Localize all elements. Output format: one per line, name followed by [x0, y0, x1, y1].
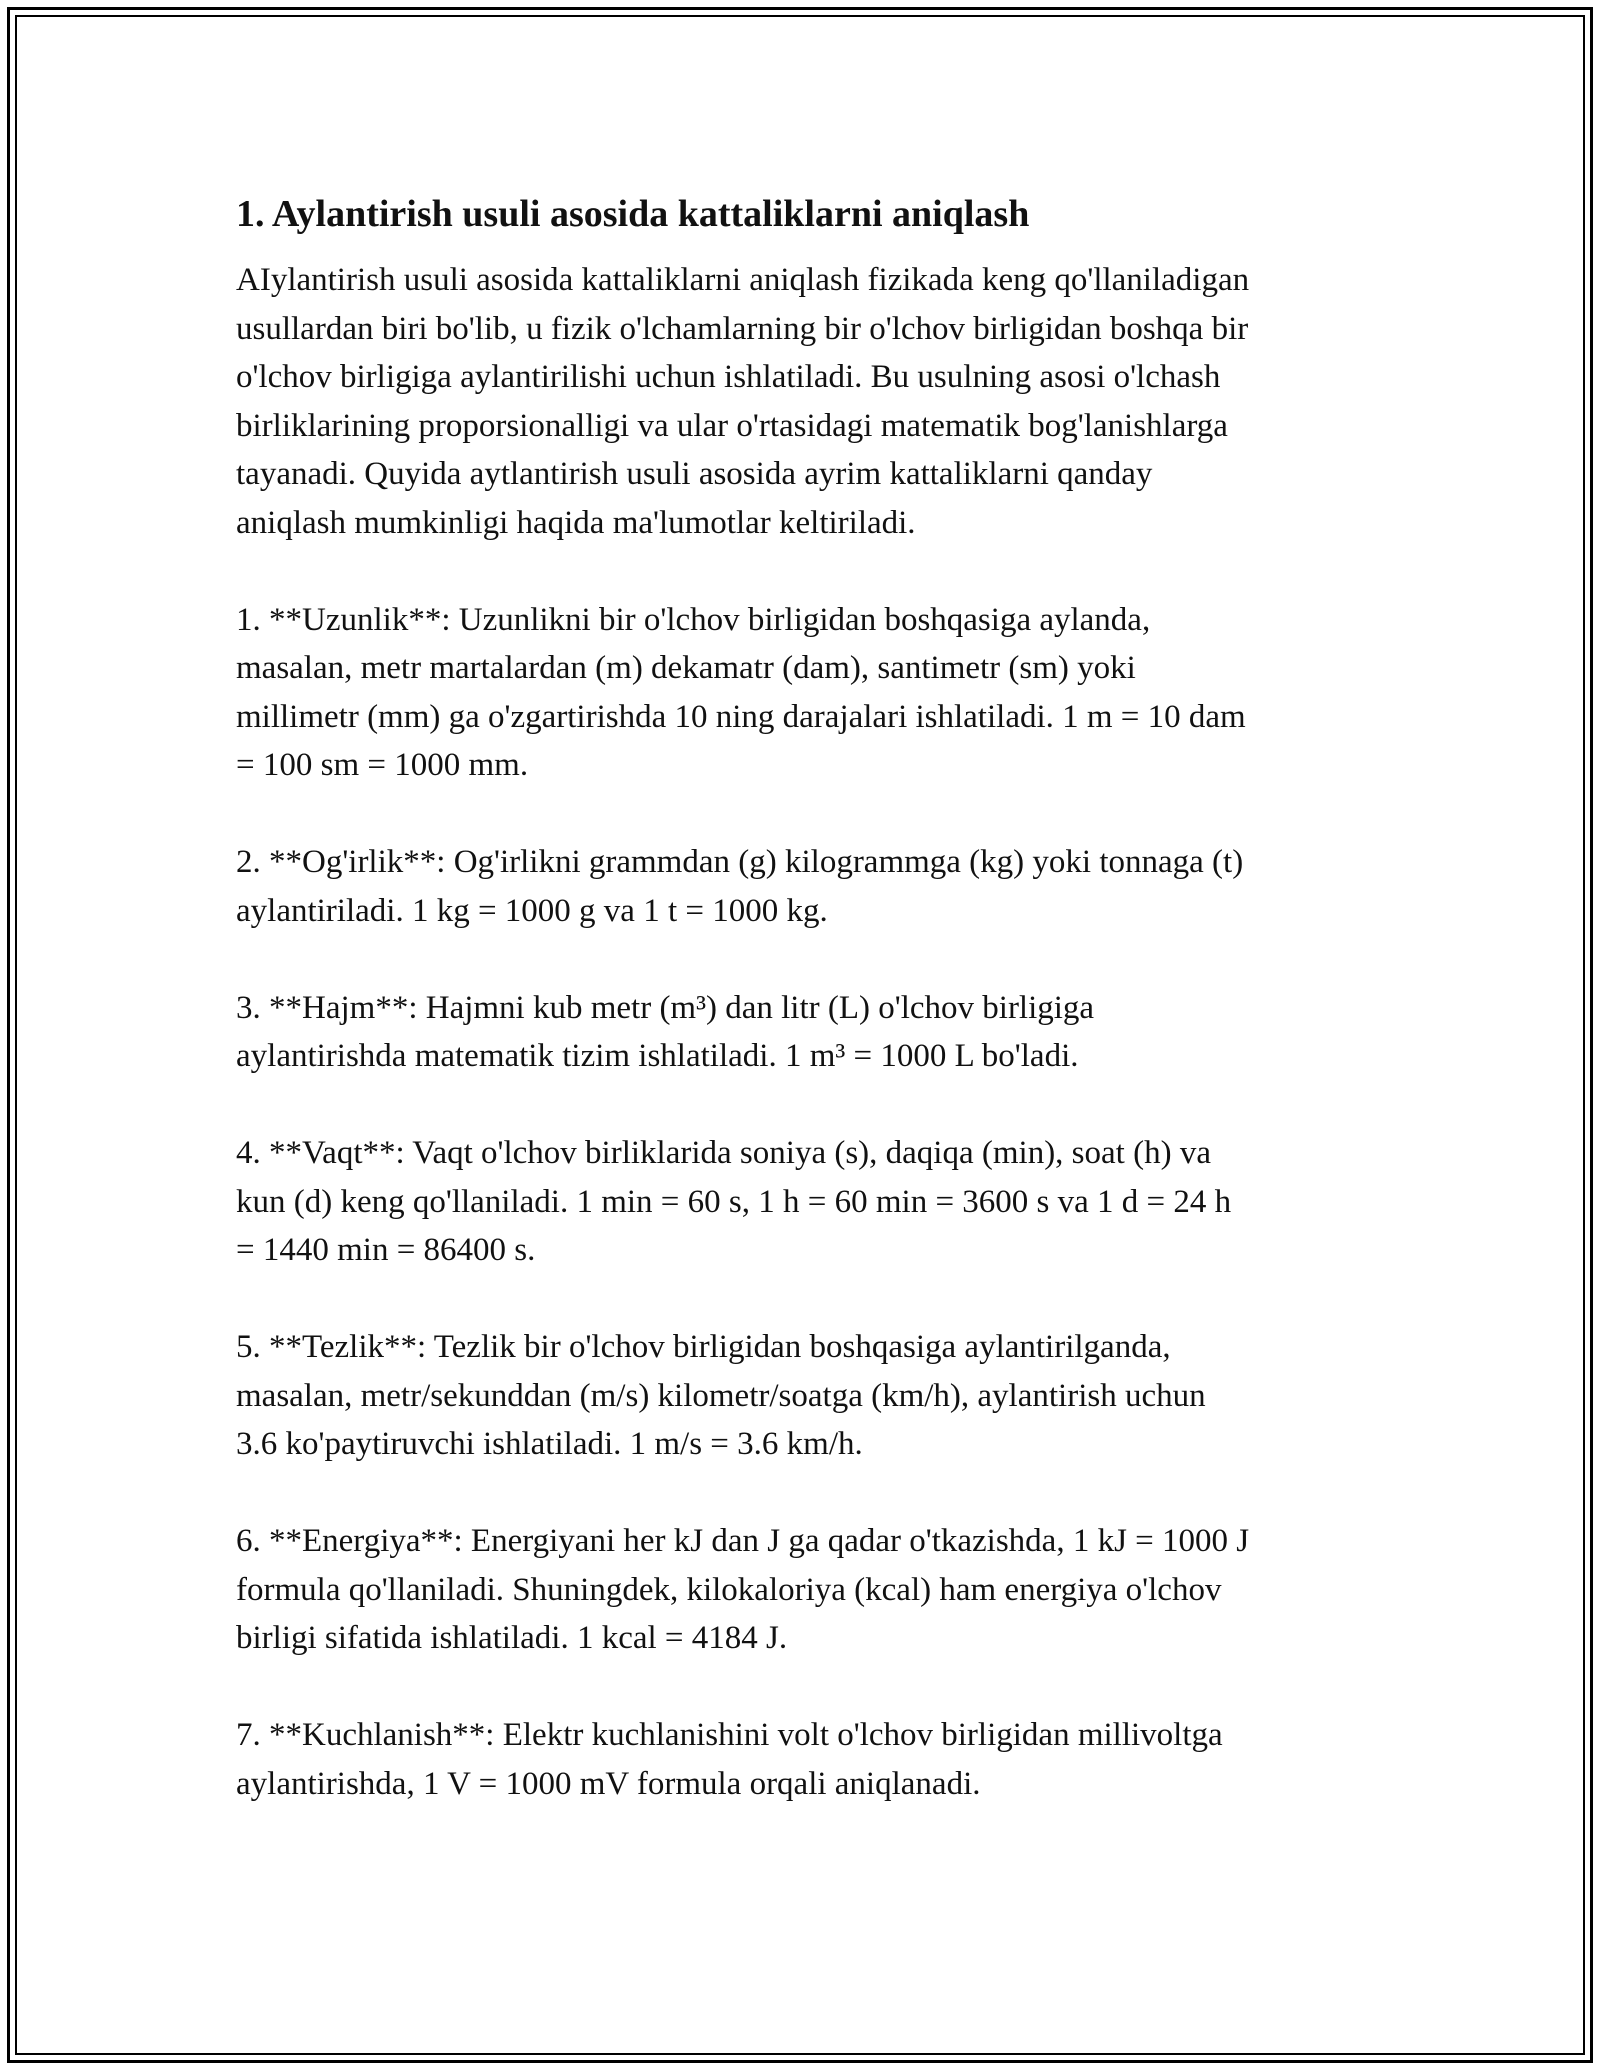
document-title: 1. Aylantirish usuli asosida kattaliklarni aniqlash — [236, 193, 1030, 235]
intro-paragraph: AIylantirish usuli asosida kattaliklarni aniqlash fizikada keng qo'llaniladigan usullardan biri bo'lib, u fizik o'lchamlarning bir o'lchov birligidan boshqa bir o'lchov birligiga aylantirilishi uchun ishlatiladi. Bu usulning asosi o'lchash birliklarining proporsionalligi va ular o'rtasidagi matematik bog'lanishlarga tayanadi. Quyida aytlantirish usuli asosida ayrim kattaliklarni qanday aniqlash mumkinligi haqida ma'lumotlar keltiriladi. — [236, 262, 1250, 541]
document-body — [236, 186, 1366, 1808]
list-item-voltage: 7. **Kuchlanish**: Elektr kuchlanishini volt o'lchov birligidan millivoltga aylantirishda, 1 V = 1000 mV formula orqali aniqlanadi. — [236, 1717, 1223, 1802]
list-item-length: 1. **Uzunlik**: Uzunlikni bir o'lchov birligidan boshqasiga aylanda, masalan, metr martalardan (m) dekamatr (dam), santimetr (sm) yoki millimetr (mm) ga o'zgartirishda 10 ning darajalari ishlatiladi. 1 m = 10 dam = 100 sm = 1000 mm. — [236, 601, 1246, 783]
list-item-volume: 3. **Hajm**: Hajmni kub metr (m³) dan litr (L) o'lchov birligiga aylantirishda matematik tizim ishlatiladi. 1 m³ = 1000 L bo'ladi. — [236, 989, 1095, 1074]
list-item-weight: 2. **Og'irlik**: Og'irlikni grammdan (g) kilogrammga (kg) yoki tonnaga (t) aylantiriladi. 1 kg = 1000 g va 1 t = 1000 kg. — [236, 844, 1244, 929]
list-item-energy: 6. **Energiya**: Energiyani her kJ dan J ga qadar o'tkazishda, 1 kJ = 1000 J formula qo'llaniladi. Shuningdek, kilokaloriya (kcal) ham energiya o'lchov birligi sifatida ishlatiladi. 1 kcal = 4184 J. — [236, 1523, 1250, 1656]
list-item-speed: 5. **Tezlik**: Tezlik bir o'lchov birligidan boshqasiga aylantirilganda, masalan, metr/sekunddan (m/s) kilometr/soatga (km/h), aylantirish uchun 3.6 ko'paytiruvchi ishlatiladi. 1 m/s = 3.6 km/h. — [236, 1329, 1206, 1462]
list-item-time: 4. **Vaqt**: Vaqt o'lchov birliklarida soniya (s), daqiqa (min), soat (h) va kun (d) keng qo'llaniladi. 1 min = 60 s, 1 h = 60 min = 3600 s va 1 d = 24 h = 1440 min = 86400 s. — [236, 1135, 1232, 1268]
